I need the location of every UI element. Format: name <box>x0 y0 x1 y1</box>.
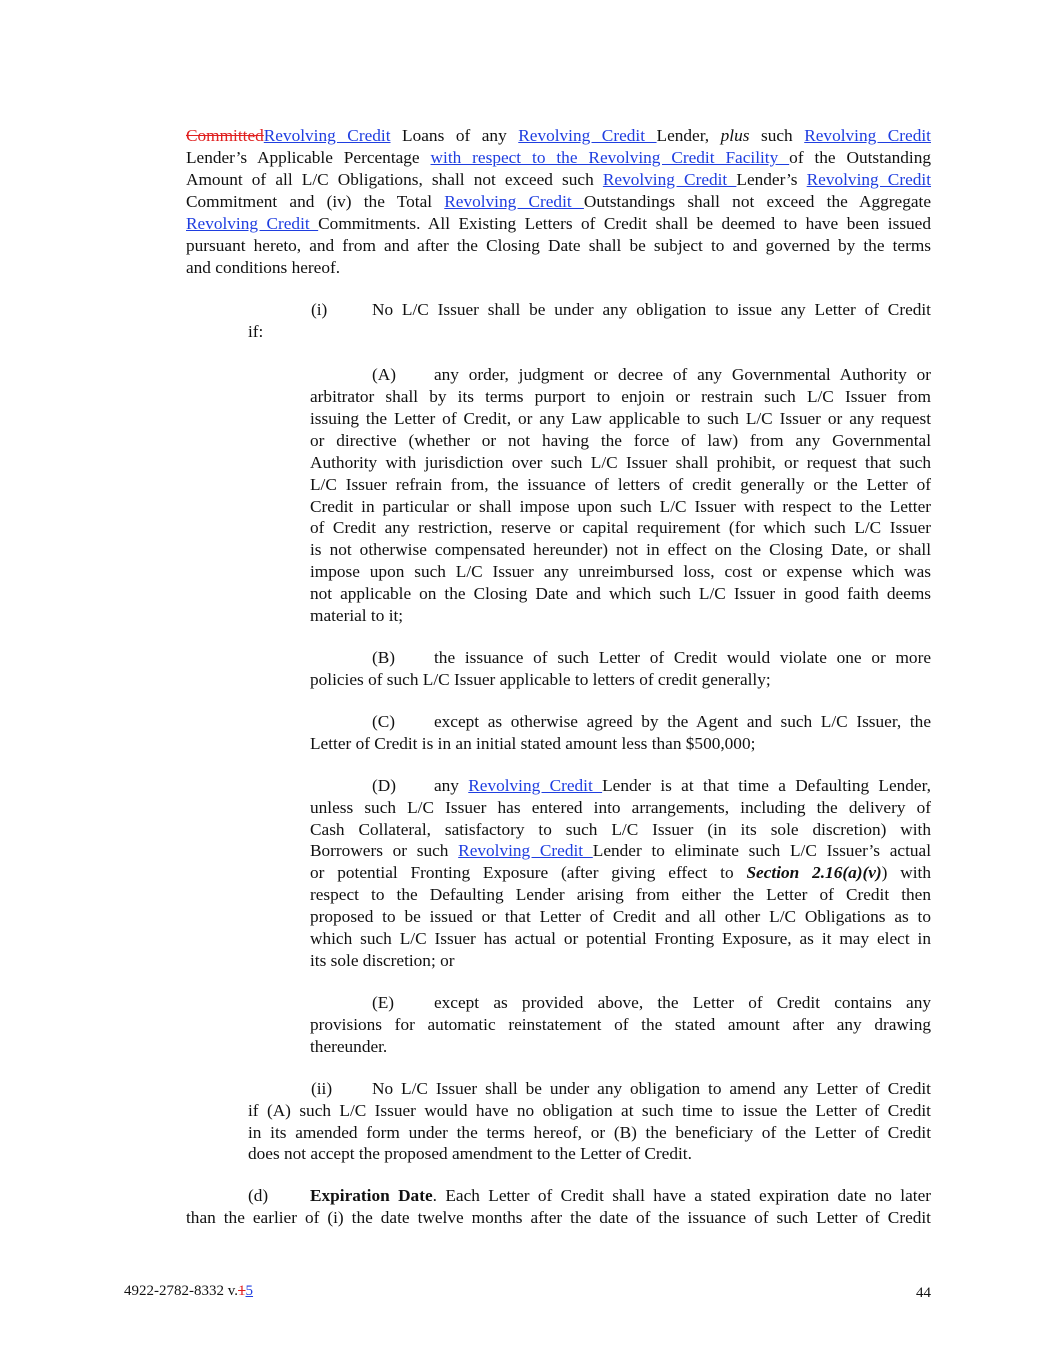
item-D-last-line: its sole discretion; or <box>310 951 455 970</box>
item-D-line-5: or potential Fronting Exposure (after giving effect to Section 2.16(a)(v)) with <box>310 863 931 882</box>
inserted-text: Revolving Credit <box>263 126 391 145</box>
item-A-line: Authority with jurisdiction over such L/C Issuer shall prohibit, or request that such <box>310 453 931 472</box>
inserted-text: Revolving Credit <box>518 126 657 145</box>
inserted-text: Revolving Credit <box>602 170 737 189</box>
item-A-last-line: material to it; <box>310 606 404 625</box>
item-i-number: (i) <box>311 300 328 319</box>
item-A-line-1: any order, judgment or decree of any Governmental Authority or <box>434 365 931 384</box>
item-E-number: (E) <box>372 993 395 1012</box>
section-d-line-2: than the earlier of (i) the date twelve months after the date of the issuance of such Letter of Credit <box>186 1208 931 1227</box>
section-reference: Section 2.16(a)(v) <box>746 863 882 882</box>
item-D-line-7: proposed to be issued or that Letter of Credit and all other L/C Obligations as to <box>310 907 931 926</box>
item-i-line-1: No L/C Issuer shall be under any obligation to issue any Letter of Credit <box>372 300 931 319</box>
intro-line-6: pursuant hereto, and from and after the Closing Date shall be subject to and governed by the terms <box>186 236 931 255</box>
item-C-line-1: except as otherwise agreed by the Agent and such L/C Issuer, the <box>434 712 931 731</box>
section-d-number: (d) <box>248 1186 269 1205</box>
item-A-line: of Credit any restriction, reserve or capital requirement (for which such L/C Issuer <box>310 518 931 537</box>
item-i-line-2: if: <box>248 322 264 341</box>
page-number: 44 <box>916 1285 931 1301</box>
item-A-line: arbitrator shall by its terms purport to enjoin or restrain such L/C Issuer from <box>310 387 931 406</box>
section-d-line-1: Expiration Date. Each Letter of Credit shall have a stated expiration date no later <box>310 1186 931 1205</box>
inserted-text: Revolving Credit <box>806 170 932 189</box>
item-D-line-1: any Revolving Credit Lender is at that time a Defaulting Lender, <box>434 776 931 795</box>
item-B-last-line: policies of such L/C Issuer applicable to letters of credit generally; <box>310 670 771 689</box>
intro-line-4: Commitment and (iv) the Total Revolving Credit Outstandings shall not exceed the Aggregate <box>186 192 932 211</box>
item-A-line: Credit in particular or shall impose upon such L/C Issuer with respect to the Letter <box>310 497 931 516</box>
item-B-number: (B) <box>372 648 396 667</box>
item-ii-line-2: if (A) such L/C Issuer would have no obligation at such time to issue the Letter of Credit <box>248 1101 931 1120</box>
item-ii-number: (ii) <box>311 1079 333 1098</box>
inserted-text: with respect to the Revolving Credit Facility <box>430 148 790 167</box>
item-A-number: (A) <box>372 365 396 384</box>
item-A-line: impose upon such L/C Issuer any unreimbursed loss, cost or expense which was <box>310 562 931 581</box>
item-E-line-2: provisions for automatic reinstatement of the stated amount after any drawing <box>310 1015 931 1034</box>
inserted-text: Revolving Credit <box>468 776 603 795</box>
document-id: 4922-2782-8332 v.15 <box>124 1283 254 1299</box>
inserted-text: Revolving Credit <box>458 841 593 860</box>
item-A-line: is not otherwise compensated hereunder) not in effect on the Closing Date, or shall <box>310 540 931 559</box>
section-heading: Expiration Date <box>310 1186 433 1205</box>
item-A-line: issuing the Letter of Credit, or any Law applicable to such L/C Issuer or any request <box>310 409 931 428</box>
item-A-line: not applicable on the Closing Date and which such L/C Issuer in good faith deems <box>310 584 931 603</box>
item-D-line-2: unless such L/C Issuer has entered into arrangements, including the delivery of <box>310 798 931 817</box>
item-B-line-1: the issuance of such Letter of Credit would violate one or more <box>434 648 931 667</box>
item-ii-last-line: does not accept the proposed amendment to the Letter of Credit. <box>248 1144 692 1163</box>
item-D-line-3: Cash Collateral, satisfactory to such L/C Issuer (in its sole discretion) with <box>310 820 931 839</box>
item-D-line-8: which such L/C Issuer has actual or potential Fronting Exposure, as it may elect in <box>310 929 931 948</box>
item-D-number: (D) <box>372 776 396 795</box>
inserted-text: Revolving Credit <box>186 214 319 233</box>
deleted-text: Committed <box>186 126 264 145</box>
item-E-last-line: thereunder. <box>310 1037 388 1056</box>
item-C-last-line: Letter of Credit is in an initial stated amount less than $500,000; <box>310 734 756 753</box>
item-ii-line-1: No L/C Issuer shall be under any obligation to amend any Letter of Credit <box>372 1079 931 1098</box>
item-C-number: (C) <box>372 712 396 731</box>
intro-line-5: Revolving Credit Commitments. All Existing Letters of Credit shall be deemed to have been issued <box>186 214 931 233</box>
item-D-line-4: Borrowers or such Revolving Credit Lender to eliminate such L/C Issuer’s actual <box>310 841 931 860</box>
item-A-line: L/C Issuer refrain from, the issuance of letters of credit generally or the Letter of <box>310 475 931 494</box>
inserted-version: 5 <box>245 1283 254 1299</box>
item-ii-line-3: in its amended form under the terms hereof, or (B) the beneficiary of the Letter of Credit <box>248 1123 931 1142</box>
intro-line-1: CommittedRevolving Credit Loans of any Revolving Credit Lender, plus such Revolving Credit <box>186 126 931 145</box>
inserted-text: Revolving Credit <box>444 192 584 211</box>
item-D-line-6: respect to the Defaulting Lender arising from either the Letter of Credit then <box>310 885 931 904</box>
inserted-text: Revolving Credit <box>804 126 931 145</box>
deleted-version: 1 <box>238 1283 246 1299</box>
item-A-line: or directive (whether or not having the force of law) from any Governmental <box>310 431 931 450</box>
intro-line-2: Lender’s Applicable Percentage with respect to the Revolving Credit Facility of the Outstanding <box>186 148 931 167</box>
intro-line-3: Amount of all L/C Obligations, shall not exceed such Revolving Credit Lender’s Revolving Credit <box>186 170 932 189</box>
intro-line-7: and conditions hereof. <box>186 258 341 277</box>
item-E-line-1: except as provided above, the Letter of Credit contains any <box>434 993 931 1012</box>
